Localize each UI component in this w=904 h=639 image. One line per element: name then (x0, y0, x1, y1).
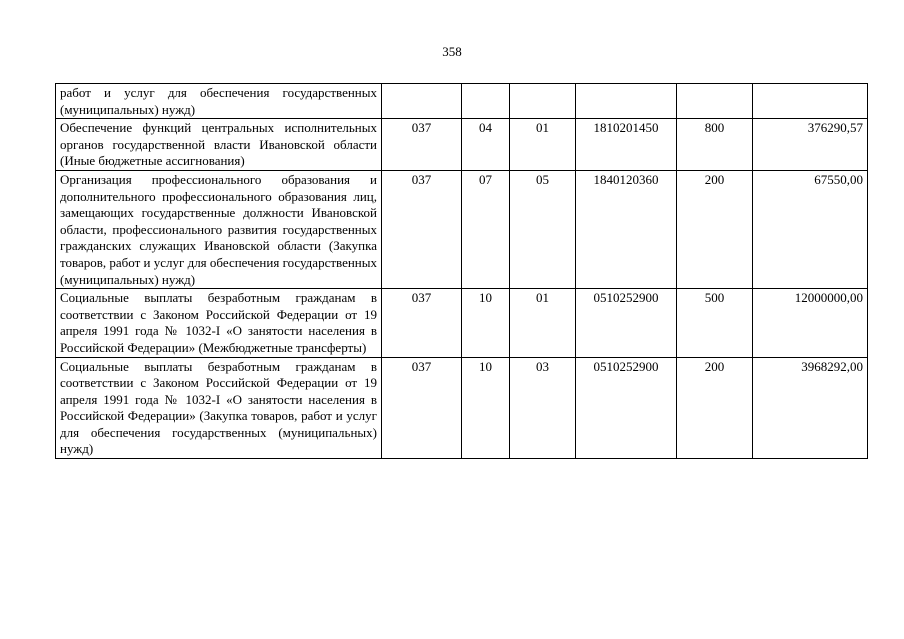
amount-cell: 12000000,00 (753, 289, 868, 357)
expense-type-cell (677, 84, 753, 119)
target-code-cell: 1840120360 (576, 170, 677, 288)
subsection-code-cell: 03 (510, 357, 576, 459)
amount-cell: 376290,57 (753, 119, 868, 171)
table-row (56, 170, 868, 288)
table-row (56, 119, 868, 171)
ministry-code-cell: 037 (382, 289, 462, 357)
expense-type-cell: 200 (677, 357, 753, 459)
subsection-code-cell: 01 (510, 119, 576, 171)
target-code-cell (576, 84, 677, 119)
amount-cell: 3968292,00 (753, 357, 868, 459)
table-row (56, 357, 868, 459)
table-row (56, 289, 868, 357)
expense-name-cell: Организация профессионального образования и дополнительного профессионального образования лиц, замещающих государственные должности Ивановской области, профессионального развития государственных гражданских служащих Ивановской области (Закупка товаров, работ и услуг для обеспечения государственных (муниципальных) нужд) (56, 170, 382, 288)
expense-name-cell: Социальные выплаты безработным гражданам в соответствии с Законом Российской Федерации от 19 апреля 1991 года № 1032-I «О занятости населения в Российской Федерации» (Закупка товаров, работ и услуг для обеспечения государственных (муниципальных) нужд) (56, 357, 382, 459)
subsection-code-cell: 05 (510, 170, 576, 288)
ministry-code-cell: 037 (382, 119, 462, 171)
table-row (56, 84, 868, 119)
subsection-code-cell (510, 84, 576, 119)
target-code-cell: 1810201450 (576, 119, 677, 171)
ministry-code-cell (382, 84, 462, 119)
ministry-code-cell: 037 (382, 170, 462, 288)
expense-type-cell: 200 (677, 170, 753, 288)
expense-name-cell: работ и услуг для обеспечения государственных (муниципальных) нужд) (56, 84, 382, 119)
target-code-cell: 0510252900 (576, 289, 677, 357)
expense-name-cell: Социальные выплаты безработным гражданам в соответствии с Законом Российской Федерации от 19 апреля 1991 года № 1032-I «О занятости населения в Российской Федерации» (Межбюджетные трансферты) (56, 289, 382, 357)
subsection-code-cell: 01 (510, 289, 576, 357)
expense-name-cell: Обеспечение функций центральных исполнительных органов государственной власти Ивановской области (Иные бюджетные ассигнования) (56, 119, 382, 171)
section-code-cell: 10 (462, 357, 510, 459)
expense-type-cell: 800 (677, 119, 753, 171)
section-code-cell: 10 (462, 289, 510, 357)
section-code-cell: 07 (462, 170, 510, 288)
section-code-cell (462, 84, 510, 119)
page-number: 358 (442, 44, 462, 59)
budget-table (55, 83, 868, 459)
amount-cell (753, 84, 868, 119)
amount-cell: 67550,00 (753, 170, 868, 288)
target-code-cell: 0510252900 (576, 357, 677, 459)
section-code-cell: 04 (462, 119, 510, 171)
expense-type-cell: 500 (677, 289, 753, 357)
ministry-code-cell: 037 (382, 357, 462, 459)
